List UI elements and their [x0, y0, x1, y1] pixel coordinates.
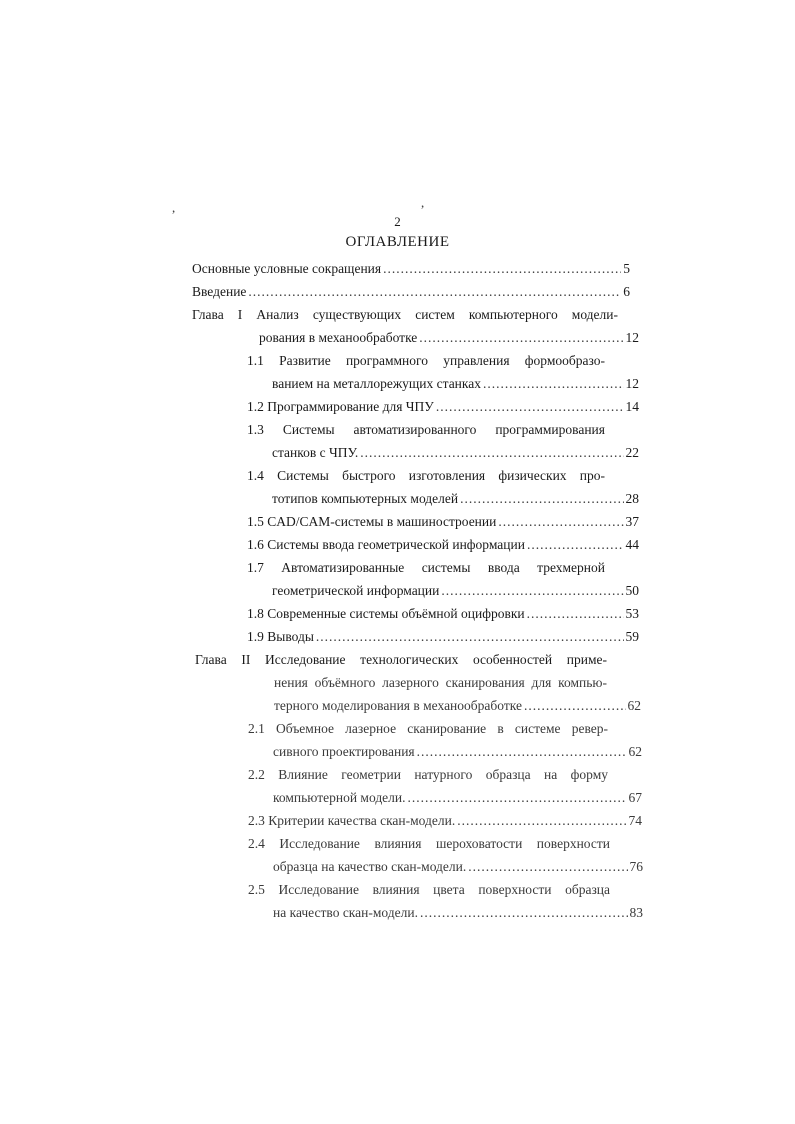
toc-entry-text: 1.9 Выводы — [247, 629, 314, 644]
toc-entry-text: образца на качество скан-модели. — [273, 859, 467, 874]
stray-mark: , — [172, 200, 176, 215]
toc-page-number: 37 — [625, 514, 639, 529]
toc-page-number: 74 — [628, 813, 642, 828]
toc-page-number: 12 — [625, 330, 639, 345]
toc-entry-text: станков с ЧПУ. — [272, 445, 359, 460]
toc-entry-text: терного моделирования в механообработке — [274, 698, 522, 713]
toc-entry-text: 1.2 Программирование для ЧПУ — [247, 399, 434, 414]
toc-section-2-4-line-1: 2.4 Исследование влияния шероховатости поверхности — [248, 836, 610, 851]
toc-leader-dots — [316, 628, 624, 646]
toc-page-number: 53 — [625, 606, 639, 621]
toc-leader-dots — [360, 444, 623, 462]
toc-page-number: 76 — [629, 859, 643, 874]
toc-leader-dots — [527, 605, 624, 623]
toc-section-1-7-line-1: 1.7 Автоматизированные системы ввода трехмерной — [247, 560, 605, 575]
toc-section-1-7 — [272, 582, 639, 600]
toc-page-number: 28 — [625, 491, 639, 506]
toc-section-1-2 — [247, 398, 639, 416]
toc-entry-text: тотипов компьютерных моделей — [272, 491, 459, 506]
toc-section-2-4 — [273, 858, 643, 876]
toc-leader-dots — [468, 858, 627, 876]
toc-entry-abbreviations — [192, 260, 630, 278]
toc-section-2-5 — [273, 904, 643, 922]
page-number: 2 — [394, 214, 401, 229]
toc-leader-dots — [460, 490, 623, 508]
toc-section-1-4 — [272, 490, 639, 508]
toc-entry-text: 1.5 CAD/CAM-системы в машиностроении — [247, 514, 497, 529]
toc-chapter-1 — [259, 329, 639, 347]
toc-entry-text: 2.3 Критерии качества скан-модели. — [248, 813, 456, 828]
toc-page-number: 67 — [628, 790, 642, 805]
toc-chapter-1-line-1: Глава I Анализ существующих систем компьютерного модели- — [192, 307, 618, 322]
toc-entry-text: геометрической информации — [272, 583, 440, 598]
toc-chapter-2-line-1: Глава II Исследование технологических особенностей приме- — [195, 652, 607, 667]
toc-section-1-5 — [247, 513, 639, 531]
toc-entry-text: ванием на металлорежущих станках — [272, 376, 482, 391]
toc-entry-introduction — [192, 283, 630, 301]
toc-section-2-1-line-1: 2.1 Объемное лазерное сканирование в системе ревер- — [248, 721, 608, 736]
toc-page-number: 62 — [627, 698, 641, 713]
toc-chapter-2 — [274, 697, 641, 715]
toc-page-number: 59 — [625, 629, 639, 644]
toc-leader-dots — [436, 398, 624, 416]
toc-leader-dots — [524, 697, 626, 715]
toc-section-1-4-line-1: 1.4 Системы быстрого изготовления физических про- — [247, 468, 605, 483]
toc-leader-dots — [383, 260, 621, 278]
toc-page-number: 6 — [623, 284, 630, 299]
toc-leader-dots — [441, 582, 623, 600]
toc-chapter-2-line-2: нения объёмного лазерного сканирования для компью- — [274, 675, 607, 690]
toc-section-1-9 — [247, 628, 639, 646]
toc-entry-text: сивного проектирования — [273, 744, 415, 759]
toc-leader-dots — [408, 789, 627, 807]
toc-page-number: 83 — [629, 905, 643, 920]
toc-leader-dots — [420, 904, 628, 922]
toc-page-number: 5 — [623, 261, 630, 276]
toc-page-number: 62 — [628, 744, 642, 759]
toc-page-number: 50 — [625, 583, 639, 598]
toc-section-2-5-line-1: 2.5 Исследование влияния цвета поверхности образца — [248, 882, 610, 897]
toc-section-1-3 — [272, 444, 639, 462]
stray-mark: , — [421, 195, 425, 210]
toc-leader-dots — [457, 812, 626, 830]
toc-entry-text: Основные условные сокращения — [192, 261, 382, 276]
toc-leader-dots — [417, 743, 627, 761]
toc-leader-dots — [419, 329, 623, 347]
toc-leader-dots — [527, 536, 624, 554]
toc-section-1-6 — [247, 536, 639, 554]
toc-leader-dots — [248, 283, 621, 301]
toc-page-number: 12 — [625, 376, 639, 391]
toc-entry-text: на качество скан-модели. — [273, 905, 418, 920]
toc-section-2-2 — [273, 789, 642, 807]
toc-entry-text: Введение — [192, 284, 247, 299]
toc-section-2-3 — [248, 812, 642, 830]
toc-section-1-1 — [272, 375, 639, 393]
toc-entry-text: 1.8 Современные системы объёмной оцифровки — [247, 606, 525, 621]
toc-leader-dots — [483, 375, 623, 393]
toc-entry-text: компьютерной модели. — [273, 790, 406, 805]
toc-entry-text: рования в механообработке — [259, 330, 418, 345]
toc-section-1-3-line-1: 1.3 Системы автоматизированного программирования — [247, 422, 605, 437]
toc-page-number: 44 — [625, 537, 639, 552]
toc-leader-dots — [498, 513, 623, 531]
toc-section-1-1-line-1: 1.1 Развитие программного управления формообразо- — [247, 353, 605, 368]
toc-section-1-8 — [247, 605, 639, 623]
toc-section-2-1 — [273, 743, 642, 761]
toc-page-number: 14 — [625, 399, 639, 414]
toc-entry-text: 1.6 Системы ввода геометрической информации — [247, 537, 525, 552]
toc-page-number: 22 — [625, 445, 639, 460]
toc-section-2-2-line-1: 2.2 Влияние геометрии натурного образца на форму — [248, 767, 608, 782]
toc-title: ОГЛАВЛЕНИЕ — [345, 234, 450, 250]
